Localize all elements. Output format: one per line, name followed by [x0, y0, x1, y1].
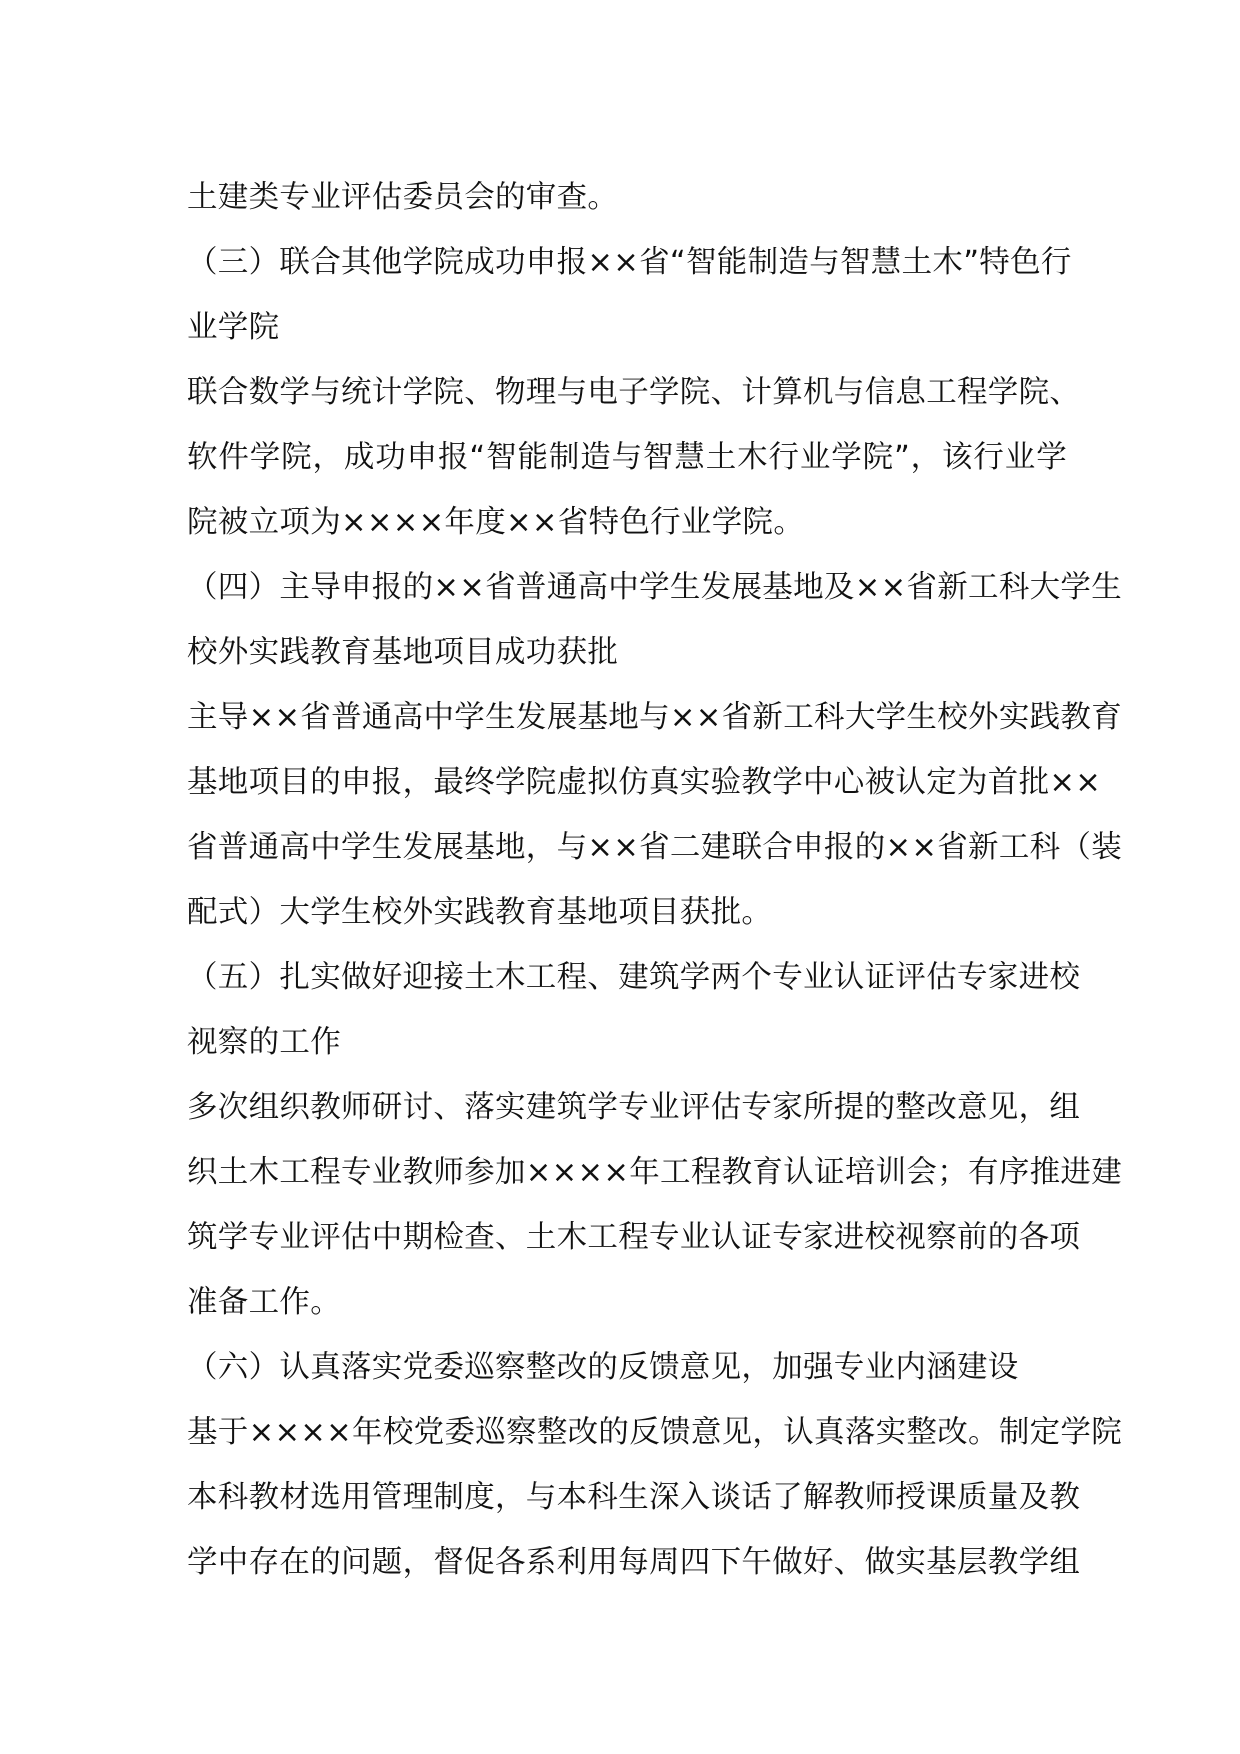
paragraph-line: 基于××××年校党委巡察整改的反馈意见，认真落实整改。制定学院	[187, 1415, 1123, 1450]
paragraph-line: 软件学院，成功申报“智能制造与智慧土木行业学院”，该行业学	[187, 440, 1067, 475]
section-heading-line: （四）主导申报的××省普通高中学生发展基地及××省新工科大学生	[187, 570, 1123, 605]
document-body	[187, 165, 1123, 1595]
section-heading-line: 业学院	[187, 310, 280, 345]
paragraph-line: 筑学专业评估中期检查、土木工程专业认证专家进校视察前的各项	[187, 1220, 1081, 1255]
section-heading-line: （六）认真落实党委巡察整改的反馈意见，加强专业内涵建设	[187, 1350, 1019, 1385]
paragraph-line: 主导××省普通高中学生发展基地与××省新工科大学生校外实践教育	[187, 700, 1123, 735]
paragraph-line: 准备工作。	[187, 1285, 341, 1320]
paragraph-line: 联合数学与统计学院、物理与电子学院、计算机与信息工程学院、	[187, 375, 1081, 410]
paragraph-line: 织土木工程专业教师参加××××年工程教育认证培训会；有序推进建	[187, 1155, 1123, 1190]
paragraph-line: 学中存在的问题，督促各系利用每周四下午做好、做实基层教学组	[187, 1545, 1081, 1580]
section-heading-line: （三）联合其他学院成功申报××省“智能制造与智慧土木”特色行	[187, 245, 1072, 280]
paragraph-line: 基地项目的申报，最终学院虚拟仿真实验教学中心被认定为首批××	[187, 765, 1102, 800]
paragraph-line: 院被立项为××××年度××省特色行业学院。	[187, 505, 805, 540]
paragraph-line: 配式）大学生校外实践教育基地项目获批。	[187, 895, 773, 930]
paragraph-line: 多次组织教师研讨、落实建筑学专业评估专家所提的整改意见，组	[187, 1090, 1081, 1125]
paragraph-line: 土建类专业评估委员会的审查。	[187, 180, 619, 215]
paragraph-line: 本科教材选用管理制度，与本科生深入谈话了解教师授课质量及教	[187, 1480, 1081, 1515]
section-heading-line: （五）扎实做好迎接土木工程、建筑学两个专业认证评估专家进校	[187, 960, 1081, 995]
paragraph-line: 省普通高中学生发展基地，与××省二建联合申报的××省新工科（装	[187, 830, 1123, 865]
section-heading-line: 视察的工作	[187, 1025, 341, 1060]
section-heading-line: 校外实践教育基地项目成功获批	[187, 635, 619, 670]
